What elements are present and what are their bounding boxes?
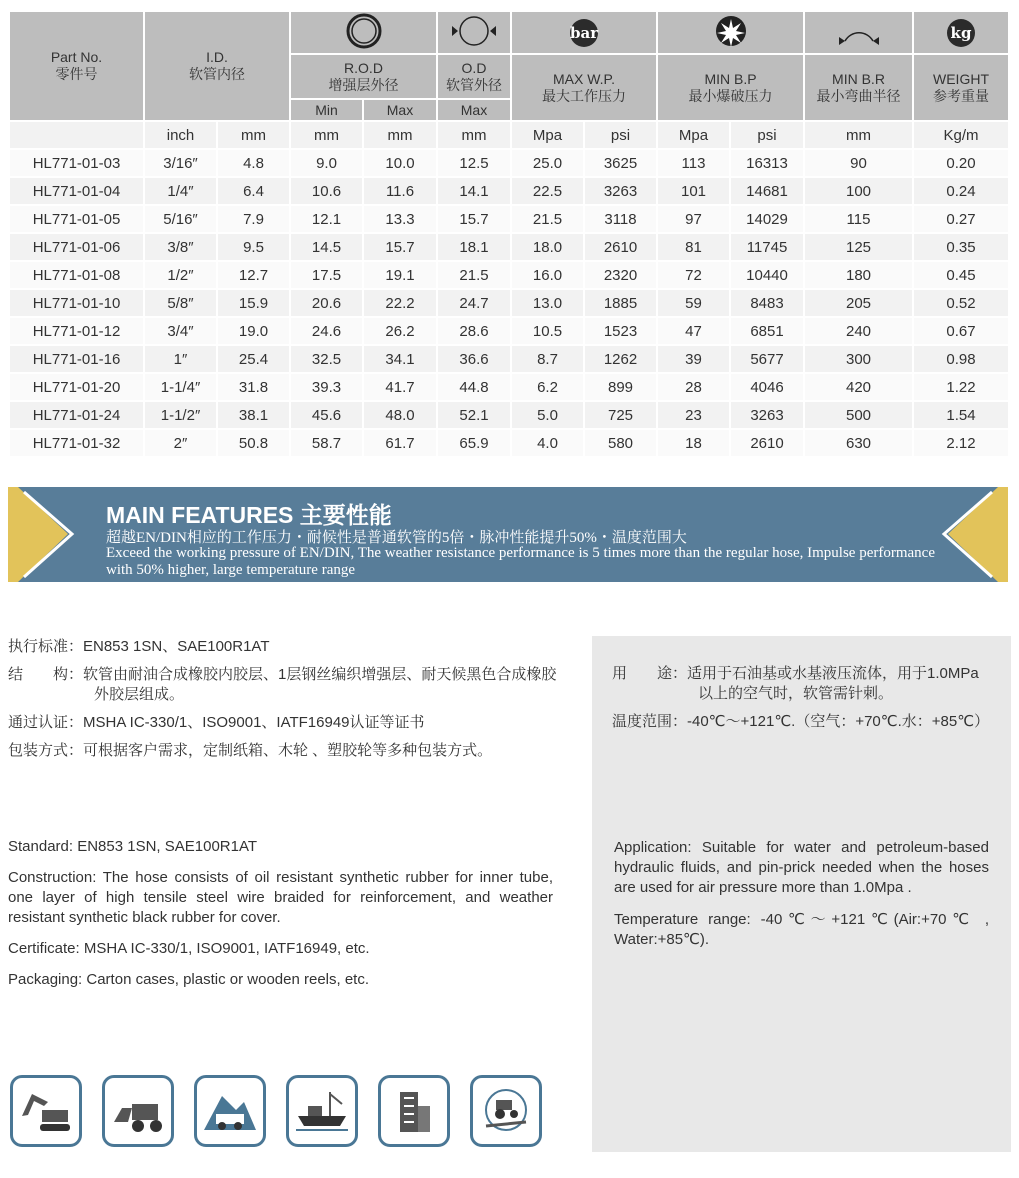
table-cell: 72 (657, 261, 730, 289)
table-cell: 61.7 (363, 429, 437, 457)
en-application: Application: Suitable for water and petroleum-based hydraulic fluids, and pin-prick needed when the hoses are used for air pressure more than 1.0Mpa . (614, 839, 989, 896)
main-features-banner (8, 487, 1008, 582)
table-cell: 25.0 (511, 149, 584, 177)
burst-icon (657, 11, 804, 54)
table-cell: 59 (657, 289, 730, 317)
table-cell: 1-1/4″ (144, 373, 217, 401)
table-cell: 1″ (144, 345, 217, 373)
unit-cell: mm (437, 121, 511, 149)
header-rod: R.O.D 增强层外径 (290, 54, 437, 99)
table-cell: 36.6 (437, 345, 511, 373)
table-cell: 0.52 (913, 289, 1009, 317)
table-cell: HL771-01-20 (9, 373, 144, 401)
table-cell: 97 (657, 205, 730, 233)
table-row (9, 345, 1009, 373)
unit-cell (9, 121, 144, 149)
banner-title: MAIN FEATURES 主要性能 (106, 502, 392, 528)
table-cell: 1262 (584, 345, 657, 373)
unit-cell: Kg/m (913, 121, 1009, 149)
table-cell: HL771-01-06 (9, 233, 144, 261)
table-cell: 14.1 (437, 177, 511, 205)
table-cell: 3/8″ (144, 233, 217, 261)
header-min-bp: MIN B.P 最小爆破压力 (657, 54, 804, 121)
table-cell: 100 (804, 177, 913, 205)
table-cell: HL771-01-10 (9, 289, 144, 317)
en-left-specs (8, 837, 553, 990)
table-cell: 8483 (730, 289, 804, 317)
table-row (9, 149, 1009, 177)
table-cell: 13.0 (511, 289, 584, 317)
table-cell: 15.7 (437, 205, 511, 233)
table-cell: 10.0 (363, 149, 437, 177)
table-cell: 14681 (730, 177, 804, 205)
table-cell: 14.5 (290, 233, 363, 261)
table-cell: 15.7 (363, 233, 437, 261)
table-cell: 39 (657, 345, 730, 373)
header-max: Max (363, 99, 437, 121)
en-right-specs (614, 838, 989, 950)
banner-cn-text: 超越EN/DIN相应的工作压力・耐候性是普通软管的5倍・脉冲性能提升50%・温度范围大 (106, 530, 687, 546)
table-row (9, 317, 1009, 345)
table-cell: HL771-01-05 (9, 205, 144, 233)
table-row (9, 373, 1009, 401)
table-cell: 180 (804, 261, 913, 289)
table-cell: HL771-01-32 (9, 429, 144, 457)
table-cell: HL771-01-12 (9, 317, 144, 345)
table-cell: 6.2 (511, 373, 584, 401)
table-row (9, 205, 1009, 233)
table-cell: 10.5 (511, 317, 584, 345)
table-cell: 41.7 (363, 373, 437, 401)
od-icon (437, 11, 511, 54)
table-cell: 28 (657, 373, 730, 401)
table-cell: HL771-01-24 (9, 401, 144, 429)
unit-cell: psi (584, 121, 657, 149)
header-od-max: Max (437, 99, 511, 121)
header-max-wp: MAX W.P. 最大工作压力 (511, 54, 657, 121)
en-standard: Standard: EN853 1SN, SAE100R1AT (8, 838, 258, 855)
header-id: I.D. 软管内径 (144, 11, 290, 121)
table-cell: 115 (804, 205, 913, 233)
table-cell: 3625 (584, 149, 657, 177)
table-cell: 90 (804, 149, 913, 177)
table-cell: 2320 (584, 261, 657, 289)
table-cell: 14029 (730, 205, 804, 233)
table-cell: 21.5 (511, 205, 584, 233)
table-cell: 32.5 (290, 345, 363, 373)
table-cell: 240 (804, 317, 913, 345)
table-cell: 12.7 (217, 261, 290, 289)
table-row (9, 233, 1009, 261)
table-cell: 0.67 (913, 317, 1009, 345)
table-row (9, 289, 1009, 317)
table-cell: 0.20 (913, 149, 1009, 177)
table-cell: 18 (657, 429, 730, 457)
table-cell: 1-1/2″ (144, 401, 217, 429)
table-cell: 16313 (730, 149, 804, 177)
table-cell: 0.98 (913, 345, 1009, 373)
unit-cell: inch (144, 121, 217, 149)
unit-cell: Mpa (657, 121, 730, 149)
table-cell: 11.6 (363, 177, 437, 205)
cn-standard: 执行标准：EN853 1SN、SAE100R1AT (8, 638, 270, 655)
weight-icon: kg (913, 11, 1009, 54)
table-cell: 11745 (730, 233, 804, 261)
table-cell: 1.22 (913, 373, 1009, 401)
table-cell: HL771-01-03 (9, 149, 144, 177)
table-row (9, 429, 1009, 457)
table-cell: 48.0 (363, 401, 437, 429)
table-cell: 3/16″ (144, 149, 217, 177)
bend-radius-icon (804, 11, 913, 54)
header-od: O.D 软管外径 (437, 54, 511, 99)
unit-cell: mm (804, 121, 913, 149)
cn-right-specs (612, 664, 992, 732)
table-cell: 23 (657, 401, 730, 429)
table-cell: 9.0 (290, 149, 363, 177)
bar-icon: bar (511, 11, 657, 54)
table-cell: 10.6 (290, 177, 363, 205)
unit-cell: mm (290, 121, 363, 149)
table-cell: 21.5 (437, 261, 511, 289)
cn-left-specs (8, 637, 558, 761)
table-cell: 1/2″ (144, 261, 217, 289)
table-cell: 22.2 (363, 289, 437, 317)
table-cell: 39.3 (290, 373, 363, 401)
table-cell: 44.8 (437, 373, 511, 401)
table-cell: 6.4 (217, 177, 290, 205)
table-cell: 5/16″ (144, 205, 217, 233)
table-cell: 2610 (584, 233, 657, 261)
table-cell: 205 (804, 289, 913, 317)
table-cell: 65.9 (437, 429, 511, 457)
header-min-br: MIN B.R 最小弯曲半径 (804, 54, 913, 121)
en-packaging: Packaging: Carton cases, plastic or wooden reels, etc. (8, 971, 370, 988)
en-construction: Construction: The hose consists of oil resistant synthetic rubber for inner tube, one layer of high tensile steel wire braided for reinforcement, and weather resistant synthetic black rubber for cover. (8, 869, 553, 926)
table-cell: 4046 (730, 373, 804, 401)
table-cell: 3263 (730, 401, 804, 429)
table-cell: 899 (584, 373, 657, 401)
table-cell: 20.6 (290, 289, 363, 317)
table-row (9, 177, 1009, 205)
table-cell: 58.7 (290, 429, 363, 457)
table-cell: 3/4″ (144, 317, 217, 345)
table-cell: 12.5 (437, 149, 511, 177)
cn-application: 用 途：适用于石油基或水基液压流体，用于1.0MPa以上的空气时，软管需针刺。 (612, 665, 979, 702)
table-cell: 113 (657, 149, 730, 177)
table-cell: 101 (657, 177, 730, 205)
table-cell: 300 (804, 345, 913, 373)
table-cell: 16.0 (511, 261, 584, 289)
cn-certificate: 通过认证：MSHA IC-330/1、ISO9001、IATF16949认证等证书 (8, 714, 425, 731)
table-cell: HL771-01-08 (9, 261, 144, 289)
table-cell: 4.8 (217, 149, 290, 177)
table-cell: 7.9 (217, 205, 290, 233)
table-cell: 19.1 (363, 261, 437, 289)
table-cell: 24.7 (437, 289, 511, 317)
table-cell: 1523 (584, 317, 657, 345)
table-cell: 25.4 (217, 345, 290, 373)
table-cell: 31.8 (217, 373, 290, 401)
table-cell: 18.1 (437, 233, 511, 261)
table-cell: 3118 (584, 205, 657, 233)
table-cell: 81 (657, 233, 730, 261)
table-cell: 2610 (730, 429, 804, 457)
tractor-icon (470, 1075, 542, 1147)
table-cell: 6851 (730, 317, 804, 345)
unit-cell: psi (730, 121, 804, 149)
table-cell: 4.0 (511, 429, 584, 457)
table-cell: 9.5 (217, 233, 290, 261)
table-cell: 45.6 (290, 401, 363, 429)
cn-packaging: 包装方式：可根据客户需求，定制纸箱、木轮 、塑胶轮等多种包装方式。 (8, 742, 493, 759)
loader-icon (102, 1075, 174, 1147)
en-certificate: Certificate: MSHA IC-330/1, ISO9001, IATF16949, etc. (8, 940, 370, 957)
table-cell: 8.7 (511, 345, 584, 373)
mining-truck-icon (194, 1075, 266, 1147)
table-cell: 3263 (584, 177, 657, 205)
unit-cell: Mpa (511, 121, 584, 149)
table-cell: 52.1 (437, 401, 511, 429)
table-cell: 34.1 (363, 345, 437, 373)
table-cell: 5.0 (511, 401, 584, 429)
table-cell: 12.1 (290, 205, 363, 233)
table-cell: 17.5 (290, 261, 363, 289)
table-cell: 47 (657, 317, 730, 345)
table-cell: 38.1 (217, 401, 290, 429)
table-cell: 125 (804, 233, 913, 261)
table-cell: HL771-01-16 (9, 345, 144, 373)
table-cell: 0.24 (913, 177, 1009, 205)
table-cell: 0.27 (913, 205, 1009, 233)
ship-icon (286, 1075, 358, 1147)
table-cell: 630 (804, 429, 913, 457)
spec-table (8, 10, 1010, 458)
table-cell: 500 (804, 401, 913, 429)
table-cell: 420 (804, 373, 913, 401)
table-row (9, 261, 1009, 289)
table-cell: HL771-01-04 (9, 177, 144, 205)
table-cell: 580 (584, 429, 657, 457)
banner-en-text: Exceed the working pressure of EN/DIN, The weather resistance performance is 5 times more than the regular hose, Impulse performance with 50% higher, large temperature range (106, 545, 935, 578)
table-cell: 2.12 (913, 429, 1009, 457)
table-cell: 18.0 (511, 233, 584, 261)
header-part-no: Part No. 零件号 (9, 11, 144, 121)
table-cell: 19.0 (217, 317, 290, 345)
unit-cell: mm (217, 121, 290, 149)
header-weight: WEIGHT 参考重量 (913, 54, 1009, 121)
unit-cell: mm (363, 121, 437, 149)
en-temperature: Temperature range: -40℃～+121℃(Air:+70℃ , Water:+85℃). (614, 911, 989, 948)
table-cell: 50.8 (217, 429, 290, 457)
table-cell: 2″ (144, 429, 217, 457)
table-cell: 28.6 (437, 317, 511, 345)
table-cell: 0.45 (913, 261, 1009, 289)
cn-temperature: 温度范围：-40℃～+121℃.（空气：+70℃.水：+85℃） (612, 713, 990, 730)
table-cell: 5677 (730, 345, 804, 373)
table-cell: 725 (584, 401, 657, 429)
table-cell: 5/8″ (144, 289, 217, 317)
table-cell: 26.2 (363, 317, 437, 345)
building-icon (378, 1075, 450, 1147)
table-row (9, 401, 1009, 429)
header-min: Min (290, 99, 363, 121)
table-cell: 24.6 (290, 317, 363, 345)
table-cell: 22.5 (511, 177, 584, 205)
application-icons (10, 1075, 542, 1147)
cn-construction: 结 构：软管由耐油合成橡胶内胶层、1层钢丝编织增强层、耐天候黑色合成橡胶外胶层组成。 (8, 666, 557, 703)
excavator-icon (10, 1075, 82, 1147)
table-cell: 10440 (730, 261, 804, 289)
table-cell: 1/4″ (144, 177, 217, 205)
table-cell: 1.54 (913, 401, 1009, 429)
table-cell: 15.9 (217, 289, 290, 317)
rod-icon (290, 11, 437, 54)
table-cell: 0.35 (913, 233, 1009, 261)
table-cell: 13.3 (363, 205, 437, 233)
units-row (9, 121, 1009, 149)
table-cell: 1885 (584, 289, 657, 317)
